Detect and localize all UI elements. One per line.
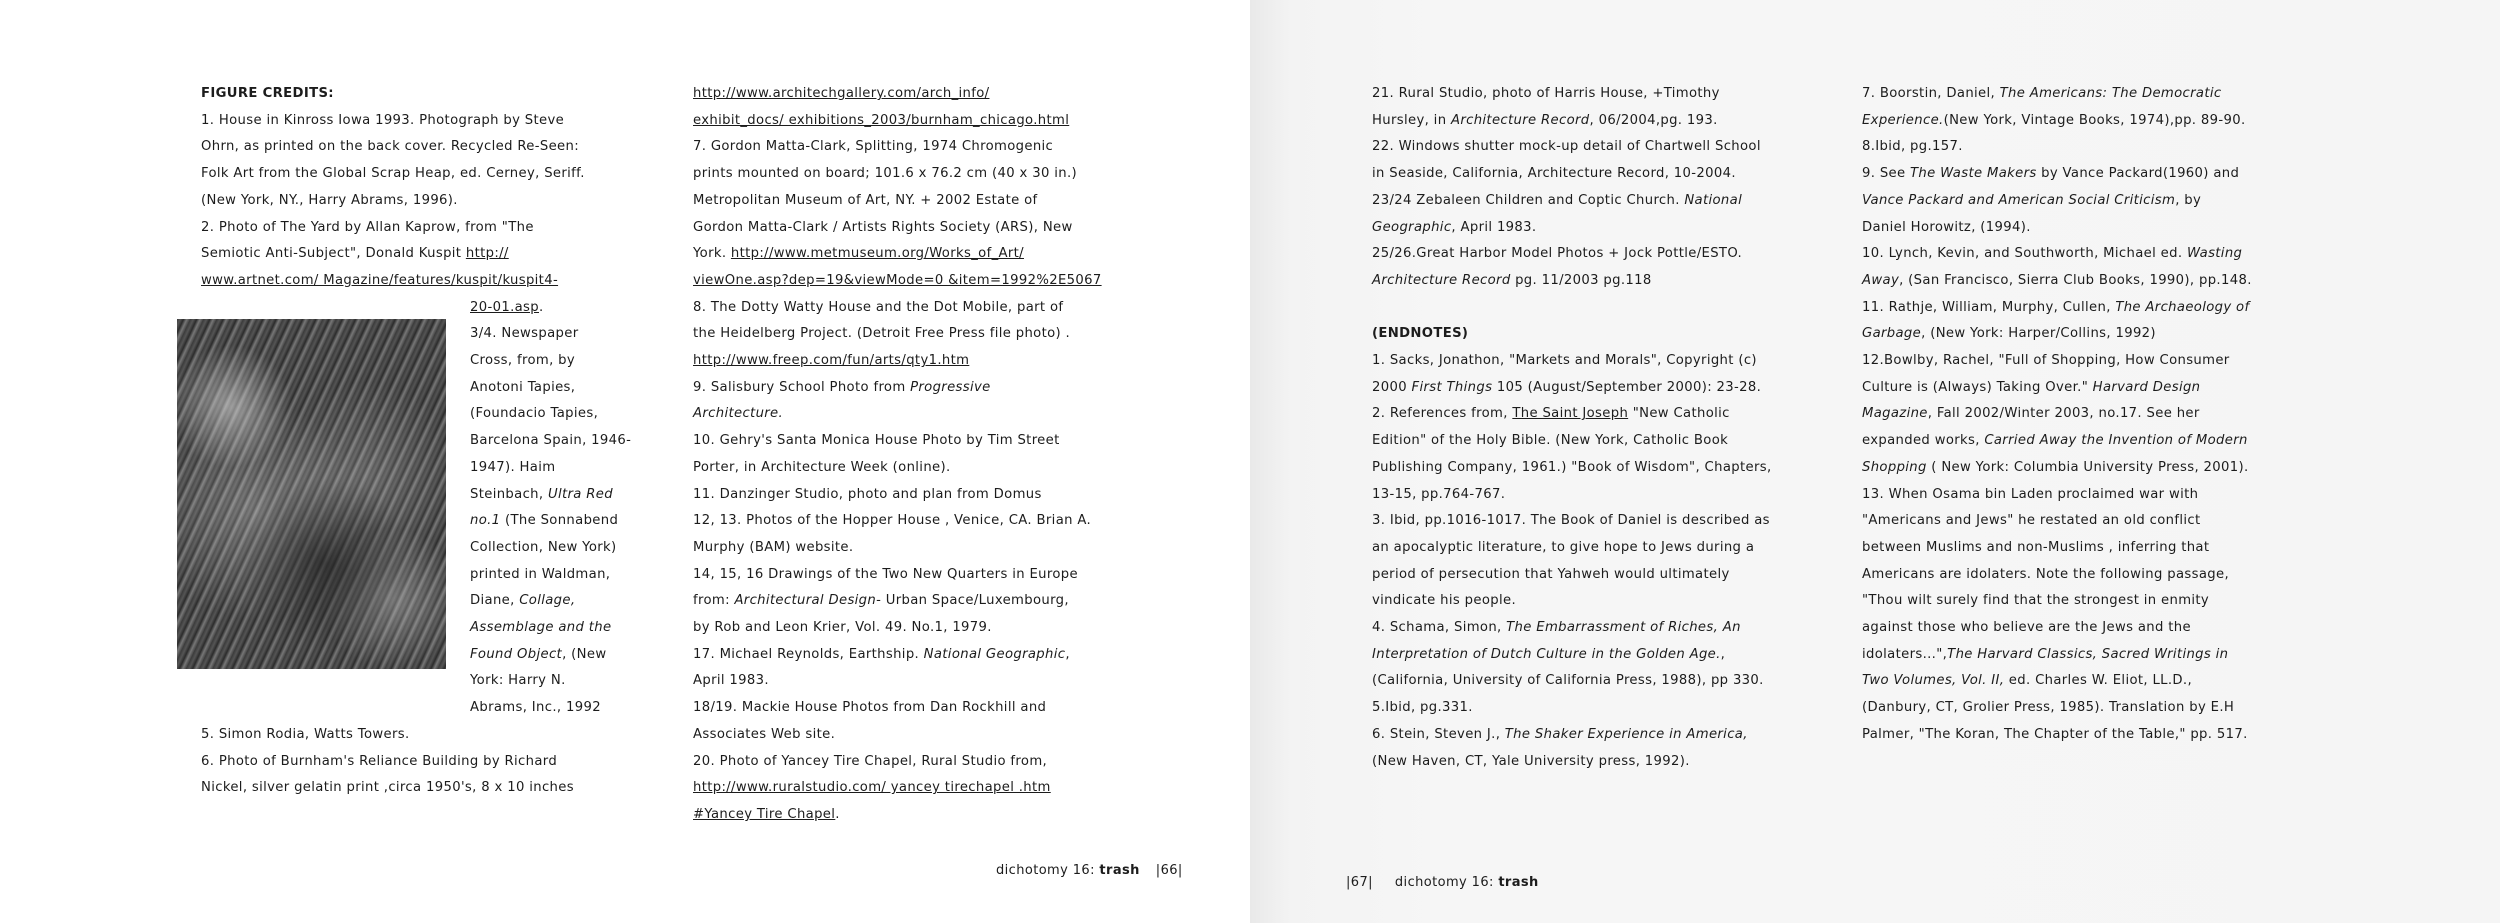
book-title: The Harvard Classics, Sacred Writings in: [1947, 646, 2229, 662]
endnote-line: 3. Ibid, pp.1016-1017. The Book of Daniel is described as: [1372, 513, 1770, 529]
endnote-line: [1862, 401, 2332, 428]
endnote-line: Edition" of the Holy Bible. (New York, Catholic Book: [1372, 433, 1729, 449]
endnote-text: 9. See: [1862, 166, 1911, 182]
endnote-text: 4. Schama, Simon,: [1372, 620, 1507, 636]
credit-text: , April 1983.: [1451, 219, 1537, 235]
credit-line: 6. Photo of Burnham's Reliance Building by Richard: [201, 753, 558, 769]
credit-line: [201, 241, 661, 268]
book-title: The Americans: The Democratic: [1999, 86, 2222, 101]
endnote-text: ed. Charles W. Eliot, LL.D.,: [2004, 673, 2193, 689]
endnote-line: [1372, 401, 1832, 428]
credit-line: [693, 375, 1193, 402]
credit-text: pg. 11/2003 pg.118: [1510, 272, 1652, 288]
endnote-line: [1372, 722, 1832, 749]
credit-line: 18/19. Mackie House Photos from Dan Rockhill and: [693, 700, 1047, 716]
book-title: Carried Away the Invention of Modern: [1984, 433, 2248, 449]
endnote-line: [1862, 108, 2332, 135]
book-title: The Archaeology of: [2115, 299, 2250, 315]
endnote-line: [1862, 375, 2332, 402]
figure-credits-column-2: [693, 81, 1193, 829]
punctuation: ,: [1065, 646, 1070, 662]
book-title: Assemblage and the: [470, 620, 612, 636]
endnote-line: Palmer, "The Koran, The Chapter of the Table," pp. 517.: [1862, 726, 2248, 742]
credit-text: from:: [693, 593, 735, 609]
credit-line: [693, 642, 1193, 669]
book-title: Found Object: [470, 646, 563, 662]
credit-line: Cross, from, by: [470, 353, 576, 369]
publication-title: First Things: [1411, 379, 1493, 395]
endnote-line: [1862, 161, 2332, 188]
credit-text: - Urban Space/Luxembourg,: [876, 593, 1069, 609]
endnote-text: , (New York: Harper/Collins, 1992): [1921, 326, 2156, 342]
credit-line: 2. Photo of The Yard by Allan Kaprow, from "The: [201, 219, 534, 235]
publication-title: Architecture Record: [1372, 272, 1511, 288]
endnote-line: (Danbury, CT, Grolier Press, 1985). Translation by E.H: [1862, 700, 2235, 716]
book-title: Away: [1862, 272, 1900, 288]
ruralstudio-link[interactable]: http://www.ruralstudio.com/ yancey tirechapel .htm: [693, 780, 1051, 796]
credit-line: April 1983.: [693, 673, 769, 689]
endnote-text: 2. References from,: [1372, 406, 1513, 422]
endnote-line: [1862, 455, 2332, 482]
credit-line: [1372, 268, 1832, 295]
architech-gallery-link-continued[interactable]: exhibit_docs/ exhibitions_2003/burnham_chicago.html: [693, 112, 1070, 128]
credit-line: 8. The Dotty Watty House and the Dot Mobile, part of: [693, 299, 1064, 315]
architech-gallery-link[interactable]: http://www.architechgallery.com/arch_info/: [693, 86, 990, 101]
credit-line: Anotoni Tapies,: [470, 379, 576, 395]
publication-title: National Geographic: [923, 646, 1066, 662]
endnote-text: 6. Stein, Steven J.,: [1372, 726, 1505, 742]
metmuseum-link-continued[interactable]: viewOne.asp?dep=19&viewMode=0 &item=1992%2E5067: [693, 272, 1102, 288]
credit-line: 25/26.Great Harbor Model Photos + Jock Pottle/ESTO.: [1372, 246, 1743, 262]
credit-line: Metropolitan Museum of Art, NY. + 2002 Estate of: [693, 192, 1038, 208]
credit-line: [693, 588, 1193, 615]
endnote-line: Daniel Horowitz, (1994).: [1862, 219, 2031, 235]
credit-line: 22. Windows shutter mock-up detail of Chartwell School: [1372, 139, 1761, 155]
credit-line: (Foundacio Tapies,: [470, 406, 599, 422]
credit-line: 1947). Haim: [470, 459, 556, 475]
credit-line: Ohrn, as printed on the back cover. Recycled Re-Seen:: [201, 139, 580, 155]
publication-title: National: [1684, 192, 1743, 208]
endnote-line: 8.Ibid, pg.157.: [1862, 139, 1963, 155]
endnote-line: against those who believe are the Jews and the: [1862, 620, 2191, 636]
metmuseum-link[interactable]: http://www.metmuseum.org/Works_of_Art/: [730, 246, 1024, 262]
book-title: Interpretation of Dutch Culture in the Golden Age.: [1372, 646, 1721, 662]
endnote-text: 10. Lynch, Kevin, and Southworth, Michael ed.: [1862, 246, 2187, 262]
page-number: |67|: [1346, 875, 1373, 890]
kuspit-link[interactable]: http://: [465, 246, 509, 262]
newspaper-cross-photo: [177, 319, 446, 669]
endnote-line: [1372, 375, 1832, 402]
endnote-line: [1372, 615, 1832, 642]
credit-line: printed in Waldman,: [470, 566, 611, 582]
credit-line: Associates Web site.: [693, 726, 836, 742]
issue-theme: trash: [1099, 863, 1140, 878]
credit-line: [1372, 188, 1832, 215]
credit-text: Diane,: [470, 593, 520, 609]
credit-line: Murphy (BAM) website.: [693, 539, 854, 555]
publication-title: Architectural Design: [734, 593, 877, 609]
book-title: The Shaker Experience in America,: [1504, 726, 1748, 742]
book-title: Shopping: [1862, 459, 1927, 475]
freep-link[interactable]: http://www.freep.com/fun/arts/qty1.htm: [693, 353, 970, 369]
endnote-line: [1372, 642, 1832, 669]
credit-line: prints mounted on board; 101.6 x 76.2 cm (40 x 30 in.): [693, 166, 1077, 182]
credit-line: Abrams, Inc., 1992: [470, 700, 601, 716]
endnote-line: 12.Bowlby, Rachel, "Full of Shopping, How Consumer: [1862, 353, 2230, 369]
artwork-title: Ultra Red: [547, 486, 613, 502]
publication-title: Magazine: [1862, 406, 1928, 422]
endnote-text: 2000: [1372, 379, 1412, 395]
credit-line: 5. Simon Rodia, Watts Towers.: [201, 726, 410, 742]
credit-line: in Seaside, California, Architecture Record, 10-2004.: [1372, 166, 1736, 182]
credit-text: Hursley, in: [1372, 112, 1451, 128]
credit-line: 3/4. Newspaper: [470, 326, 579, 342]
credit-line: Nickel, silver gelatin print ,circa 1950's, 8 x 10 inches: [201, 780, 574, 796]
book-title: The Waste Makers: [1910, 166, 2037, 182]
endnotes-column-2: [1862, 81, 2332, 749]
credit-text: (The Sonnabend: [500, 513, 619, 529]
endnote-line: [1862, 241, 2332, 268]
credit-line: 20. Photo of Yancey Tire Chapel, Rural Studio from,: [693, 753, 1048, 769]
punctuation: .: [835, 806, 840, 822]
credit-text: , 06/2004,pg. 193.: [1589, 112, 1718, 128]
endnote-line: "Americans and Jews" he restated an old conflict: [1862, 513, 2201, 529]
endnote-text: 7. Boorstin, Daniel,: [1862, 86, 2000, 101]
publication-title: Progressive: [910, 379, 991, 395]
credit-line: 14, 15, 16 Drawings of the Two New Quarters in Europe: [693, 566, 1078, 582]
book-title: Wasting: [2186, 246, 2243, 262]
endnote-line: 13-15, pp.764-767.: [1372, 486, 1506, 502]
ruralstudio-link-anchor[interactable]: #Yancey Tire Chapel: [693, 806, 836, 822]
credit-line: 10. Gehry's Santa Monica House Photo by Tim Street: [693, 433, 1060, 449]
endnote-line: an apocalyptic literature, to give hope to Jews during a: [1372, 539, 1755, 555]
endnote-line: [1862, 268, 2332, 295]
left-page-footer: [996, 863, 1183, 878]
credit-line: Gordon Matta-Clark / Artists Rights Society (ARS), New: [693, 219, 1073, 235]
issue-theme: trash: [1498, 875, 1539, 890]
credit-text: Steinbach,: [470, 486, 548, 502]
credit-text: Semiotic Anti-Subject", Donald Kuspit: [201, 246, 466, 262]
endnote-text: (New York, Vintage Books, 1974),pp. 89-90.: [1943, 112, 2246, 128]
credit-line: [1372, 215, 1832, 242]
credit-line: by Rob and Leon Krier, Vol. 49. No.1, 1979.: [693, 620, 992, 636]
credit-line: [693, 802, 1193, 829]
book-title: Two Volumes, Vol. II,: [1862, 673, 2005, 689]
credit-line: (New York, NY., Harry Abrams, 1996).: [201, 192, 458, 208]
credit-line: 7. Gordon Matta-Clark, Splitting, 1974 Chromogenic: [693, 139, 1054, 155]
credit-text: 23/24 Zebaleen Children and Coptic Church.: [1372, 192, 1685, 208]
endnotes-heading: (ENDNOTES): [1372, 326, 1469, 342]
credit-line: [1372, 108, 1832, 135]
punctuation: ,: [1720, 646, 1726, 662]
credit-line: Folk Art from the Global Scrap Heap, ed. Cerney, Seriff.: [201, 166, 585, 182]
endnote-line: Publishing Company, 1961.) "Book of Wisdom", Chapters,: [1372, 459, 1772, 475]
book-title: The Embarrassment of Riches, An: [1506, 620, 1741, 636]
credit-line: [201, 295, 661, 322]
credit-line: 1. House in Kinross Iowa 1993. Photograph by Steve: [201, 112, 565, 128]
credit-text: York.: [693, 246, 731, 262]
credit-line: the Heidelberg Project. (Detroit Free Press file photo) .: [693, 326, 1071, 342]
endnote-line: 5.Ibid, pg.331.: [1372, 700, 1473, 716]
endnote-text: idolaters...",: [1862, 646, 1948, 662]
book-title: Collage,: [519, 593, 576, 609]
publication-title: Geographic: [1372, 219, 1452, 235]
endnote-line: Americans are idolaters. Note the following passage,: [1862, 566, 2230, 582]
journal-title: dichotomy 16:: [1394, 875, 1499, 890]
endnote-line: vindicate his people.: [1372, 593, 1516, 609]
kuspit-link-end[interactable]: 20-01.asp: [470, 299, 539, 315]
endnote-text: 105 (August/September 2000): 23-28.: [1492, 379, 1762, 395]
endnote-line: [1862, 188, 2332, 215]
artwork-title: no.1: [470, 513, 501, 529]
journal-title: dichotomy 16:: [996, 863, 1100, 878]
kuspit-link-continued[interactable]: www.artnet.com/ Magazine/features/kuspit/kuspit4-: [201, 272, 559, 288]
page-number: |66|: [1155, 863, 1183, 878]
publication-title: Harvard Design: [2092, 379, 2201, 395]
endnote-line: [1862, 81, 2332, 108]
endnote-line: (New Haven, CT, Yale University press, 1992).: [1372, 753, 1690, 769]
endnote-line: [1862, 321, 2332, 348]
endnote-line: [1862, 642, 2332, 669]
endnote-line: [1862, 295, 2332, 322]
credit-line: 21. Rural Studio, photo of Harris House, +Timothy: [1372, 86, 1720, 101]
endnote-line: 1. Sacks, Jonathon, "Markets and Morals", Copyright (c): [1372, 353, 1757, 369]
figure-credits-heading: FIGURE CREDITS:: [201, 86, 334, 101]
credit-line: Barcelona Spain, 1946-: [470, 433, 632, 449]
endnote-text: "New Catholic: [1628, 406, 1730, 422]
endnote-line: 13. When Osama bin Laden proclaimed war with: [1862, 486, 2199, 502]
book-title: Vance Packard and American Social Criticism: [1862, 192, 2176, 208]
credit-text: 17. Michael Reynolds, Earthship.: [693, 646, 924, 662]
right-page-footer: [1346, 875, 1539, 890]
endnote-text: ( New York: Columbia University Press, 2001).: [1926, 459, 2249, 475]
endnote-text: expanded works,: [1862, 433, 1985, 449]
endnotes-column-1: [1372, 81, 1832, 775]
publication-title: Architecture.: [693, 406, 784, 422]
credit-line: Porter, in Architecture Week (online).: [693, 459, 951, 475]
endnote-text: , Fall 2002/Winter 2003, no.17. See her: [1927, 406, 2200, 422]
book-title: Experience.: [1862, 112, 1944, 128]
endnote-line: between Muslims and non-Muslims , inferring that: [1862, 539, 2210, 555]
book-title: Garbage: [1862, 326, 1922, 342]
endnote-line: "Thou wilt surely find that the strongest in enmity: [1862, 593, 2210, 609]
credit-line: [693, 241, 1193, 268]
credit-text: 9. Salisbury School Photo from: [693, 379, 911, 395]
endnote-text: , by: [2175, 192, 2202, 208]
credit-line: Collection, New York): [470, 539, 617, 555]
credit-text: , (New: [562, 646, 607, 662]
endnote-text: 11. Rathje, William, Murphy, Cullen,: [1862, 299, 2116, 315]
credit-line: York: Harry N.: [470, 673, 566, 689]
endnote-text: by Vance Packard(1960) and: [2036, 166, 2240, 182]
spacer: [1372, 295, 1832, 322]
endnote-line: [1862, 428, 2332, 455]
endnote-line: period of persecution that Yahweh would ultimately: [1372, 566, 1730, 582]
endnote-line: [1862, 668, 2332, 695]
publication-title: Architecture Record: [1450, 112, 1590, 128]
credit-line: 11. Danzinger Studio, photo and plan from Domus: [693, 486, 1042, 502]
endnote-text: , (San Francisco, Sierra Club Books, 1990), pp.148.: [1899, 272, 2252, 288]
endnote-text: Culture is (Always) Taking Over.": [1862, 379, 2093, 395]
saint-joseph-link[interactable]: The Saint Joseph: [1512, 406, 1629, 422]
endnote-line: (California, University of California Press, 1988), pp 330.: [1372, 673, 1764, 689]
punctuation: .: [539, 299, 544, 315]
credit-line: 12, 13. Photos of the Hopper House , Venice, CA. Brian A.: [693, 513, 1092, 529]
